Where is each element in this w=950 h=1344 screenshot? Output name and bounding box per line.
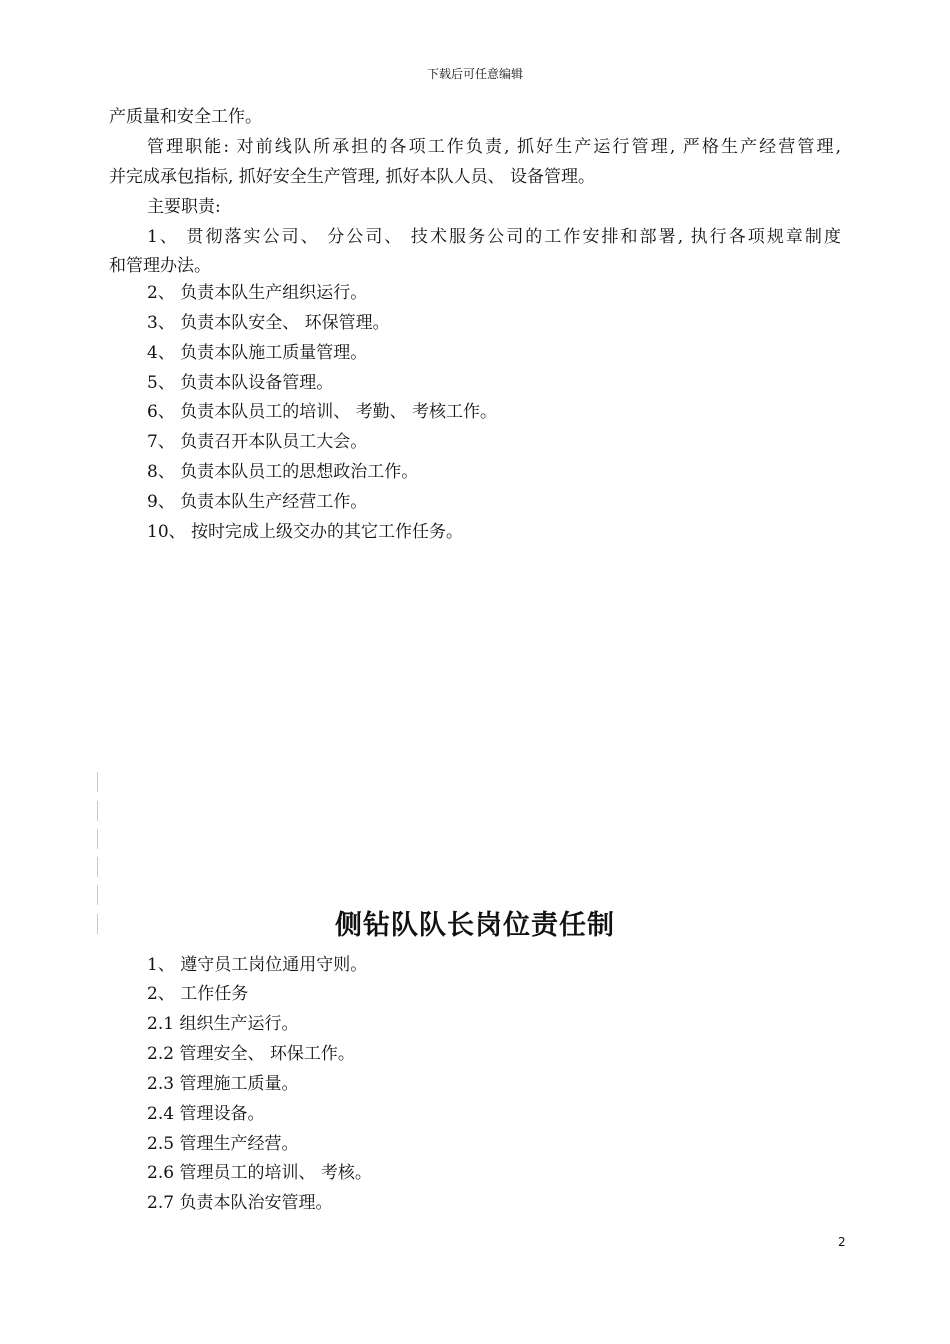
list-item: 2.4 管理设备。 — [147, 1104, 265, 1124]
list-item: 2.6 管理员工的培训、 考核。 — [147, 1163, 372, 1183]
text-line: 主要职责: — [147, 197, 221, 217]
list-item: 2.3 管理施工质量。 — [147, 1074, 299, 1094]
text-line: 管理职能: 对前线队所承担的各项工作负责, 抓好生产运行管理, 严格生产经营管理, — [147, 137, 841, 157]
list-item: 8、 负责本队员工的思想政治工作。 — [147, 462, 419, 482]
list-item: 2.2 管理安全、 环保工作。 — [147, 1044, 355, 1064]
text-line: 和管理办法。 — [109, 256, 211, 276]
text-line: 并完成承包指标, 抓好安全生产管理, 抓好本队人员、 设备管理。 — [109, 167, 596, 187]
list-item: 2.5 管理生产经营。 — [147, 1134, 299, 1154]
text-line: 产质量和安全工作。 — [109, 107, 262, 127]
list-item: 10、 按时完成上级交办的其它工作任务。 — [147, 522, 464, 542]
list-item: 2、 工作任务 — [147, 984, 249, 1004]
page-header: 下载后可任意编辑 — [426, 67, 523, 81]
list-item: 2、 负责本队生产组织运行。 — [147, 283, 368, 303]
page-number: 2 — [838, 1235, 846, 1249]
list-item: 9、 负责本队生产经营工作。 — [147, 492, 368, 512]
list-item: 2.7 负责本队治安管理。 — [147, 1193, 333, 1213]
list-item: 3、 负责本队安全、 环保管理。 — [147, 313, 390, 333]
text-line: 1、 贯彻落实公司、 分公司、 技术服务公司的工作安排和部署, 执行各项规章制度 — [147, 227, 841, 247]
list-item: 6、 负责本队员工的培训、 考勤、 考核工作。 — [147, 402, 498, 422]
list-item: 1、 遵守员工岗位通用守则。 — [147, 955, 368, 975]
section-title: 侧钻队队长岗位责任制 — [335, 910, 615, 941]
list-item: 5、 负责本队设备管理。 — [147, 373, 334, 393]
list-item: 7、 负责召开本队员工大会。 — [147, 432, 368, 452]
list-item: 2.1 组织生产运行。 — [147, 1014, 299, 1034]
list-item: 4、 负责本队施工质量管理。 — [147, 343, 368, 363]
